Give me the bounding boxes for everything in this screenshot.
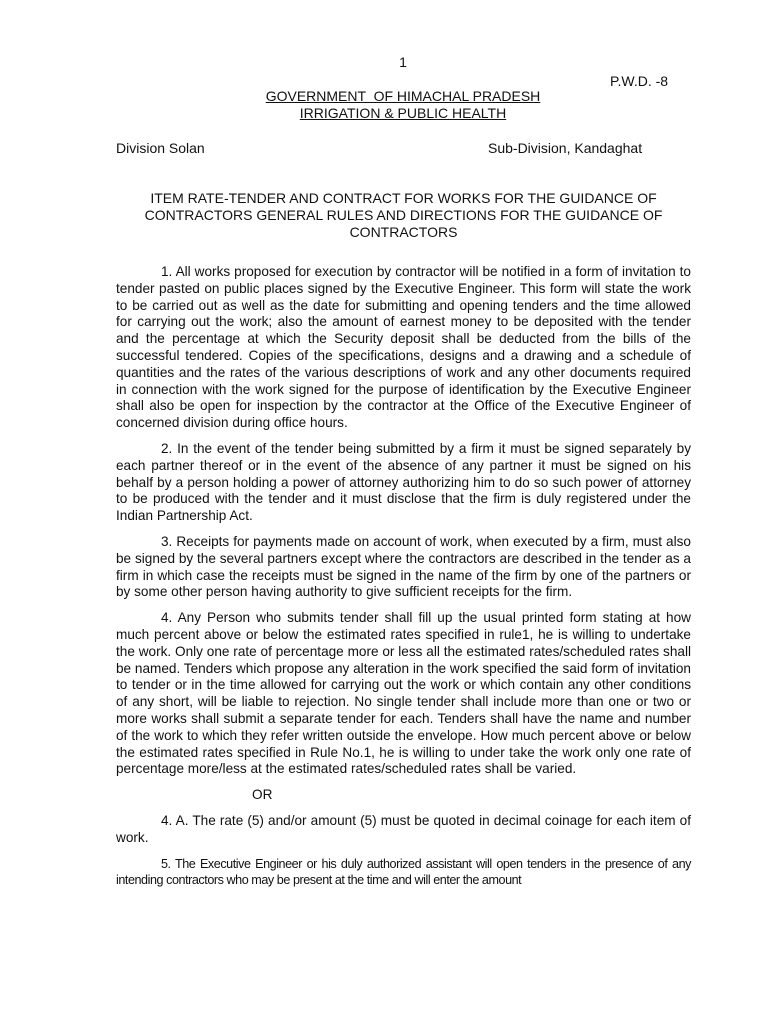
paragraph-5: 5. The Executive Engineer or his duly authorized assistant will open tenders in the presence of any intending contractors who may be present at the time and will enter the amount <box>116 856 691 888</box>
form-code: P.W.D. -8 <box>610 73 669 89</box>
department-heading <box>0 88 770 122</box>
government-line: GOVERNMENT OF HIMACHAL PRADESH <box>265 88 541 104</box>
or-separator: OR <box>252 787 273 803</box>
division-label: Division Solan <box>116 140 205 156</box>
page-number: 1 <box>399 54 407 70</box>
subdivision-label: Sub-Division, Kandaghat <box>488 140 643 156</box>
paragraph-1: 1. All works proposed for execution by contractor will be notified in a form of invitation to tender pasted on public places signed by the Executive Engineer. This form will state the work to be carried out as well as the date for submitting and opening tenders and the time allowed for carrying out the work; also the amount of earnest money to be deposited with the tender and the percentage at which the Security deposit shall be deducted from the bills of the successful tendered. Copies of the specifications, designs and a drawing and a schedule of quantities and the rates of the various descriptions of work and any other documents required in connection with the work signed for the purpose of identification by the Executive Engineer shall also be open for inspection by the contractor at the Office of the Executive Engineer of concerned division during office hours. <box>116 264 691 431</box>
document-body <box>116 264 691 898</box>
department-line: IRRIGATION & PUBLIC HEALTH <box>299 105 507 121</box>
paragraph-3: 3. Receipts for payments made on account of work, when executed by a firm, must also be signed by the several partners except where the contractors are described in the tender as a firm in which case the receipts must be signed in the name of the firm by one of the partners or by some other person having authority to give sufficient receipts for the firm. <box>116 533 691 600</box>
paragraph-4a: 4. A. The rate (5) and/or amount (5) must be quoted in decimal coinage for each item of work. <box>116 812 691 845</box>
document-title: ITEM RATE-TENDER AND CONTRACT FOR WORKS FOR THE GUIDANCE OF CONTRACTORS GENERAL RULES AND DIRECTIONS FOR THE GUIDANCE OF CONTRACTORS <box>144 190 663 240</box>
paragraph-2: 2. In the event of the tender being submitted by a firm it must be signed separately by each partner thereof or in the event of the absence of any partner it must be signed on his behalf by a person holding a power of attorney authorizing him to do so such power of attorney to be produced with the tender and it must disclose that the firm is duly registered under the Indian Partnership Act. <box>116 440 691 524</box>
paragraph-4: 4. Any Person who submits tender shall fill up the usual printed form stating at how much percent above or below the estimated rates specified in rule1, he is willing to undertake the work. Only one rate of percentage more or less all the estimated rates/scheduled rates shall be named. Tenders which propose any alteration in the work specified the said form of invitation to tender or in the time allowed for carrying out the work or which contain any other conditions of any short, will be liable to rejection. No single tender shall include more than one or two or more works shall submit a separate tender for each. Tenders shall have the name and number of the work to which they refer written outside the envelope. How much percent above or below the estimated rates specified in Rule No.1, he is willing to under take the work only one rate of percentage more/less at the estimated rates/scheduled rates shall be varied. <box>116 610 691 777</box>
